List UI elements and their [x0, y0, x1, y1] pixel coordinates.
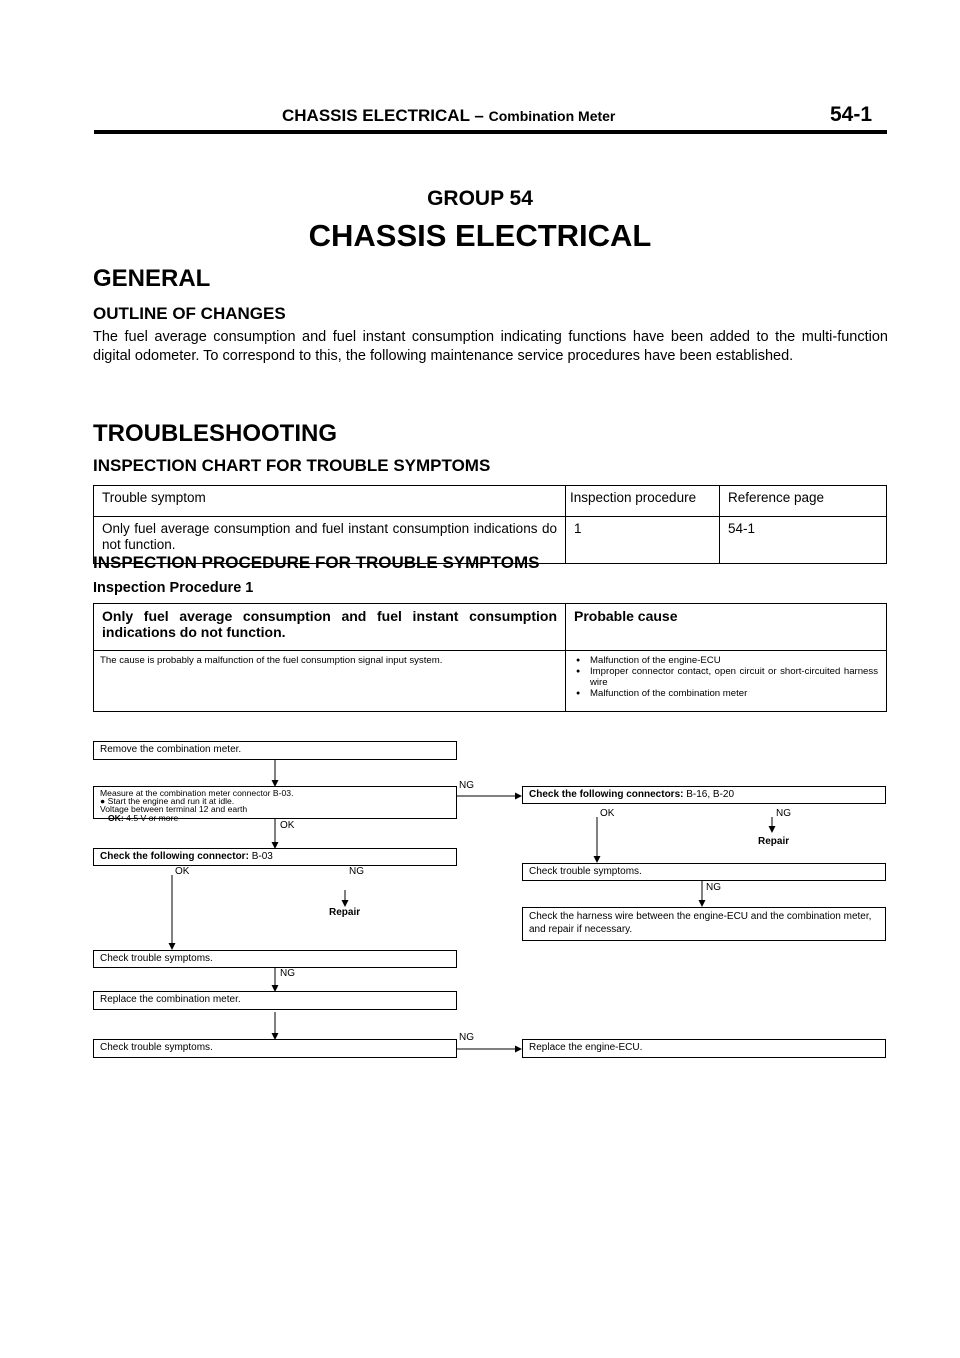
outline-text: The fuel average consumption and fuel instant consumption indicating functions have been added to the multi-function digital odometer. To correspond to this, the following maintenance service procedures have been established. — [93, 329, 888, 364]
ng-label: NG — [349, 866, 364, 877]
flow-check-connectors-right: Check the following connectors: B-16, B-20 — [522, 786, 886, 804]
flow-check-symptoms: Check trouble symptoms. — [93, 950, 457, 968]
td-reference-page: 54-1 — [720, 517, 887, 564]
td-trouble-symptom: Only fuel average consumption and fuel instant consumption indications do not function. — [94, 517, 566, 564]
cause-item: ● Malfunction of the engine-ECU — [574, 655, 878, 666]
flow-check-harness: Check the harness wire between the engine-ECU and the combination meter, and repair if necessary. — [522, 907, 886, 941]
ok-label: OK — [280, 820, 295, 831]
ng-label: NG — [459, 1032, 474, 1043]
cause-item: ● Improper connector contact, open circuit or short-circuited harness wire — [574, 666, 878, 688]
ng-label: NG — [706, 882, 721, 893]
group-title: GROUP 54 — [427, 187, 533, 210]
outline-heading: OUTLINE OF CHANGES — [93, 304, 286, 323]
page-title: CHASSIS ELECTRICAL — [308, 218, 652, 253]
header-chapter: CHASSIS ELECTRICAL – Combination Meter — [282, 106, 616, 125]
th-trouble-symptom: Trouble symptom — [94, 486, 566, 517]
procedure-subheading: Inspection Procedure 1 — [93, 580, 254, 596]
repair-label: Repair — [758, 836, 790, 847]
section-troubleshooting: TROUBLESHOOTING — [93, 420, 337, 447]
flow-check-connector-b03: Check the following connector: B-03 — [93, 848, 457, 866]
th-reference-page: Reference page — [720, 486, 887, 517]
td-inspection-procedure: 1 — [566, 517, 720, 564]
measure-line-4: OK: 4.5 V or more — [108, 812, 179, 823]
ng-label: NG — [280, 968, 295, 979]
symptom-text: Only fuel average consumption and fuel instant consumption indications do not function. — [102, 608, 557, 640]
repair-label: Repair — [329, 907, 361, 918]
ok-label: OK — [175, 866, 190, 877]
ng-label: NG — [776, 808, 791, 819]
section-general: GENERAL — [93, 265, 211, 292]
flow-check-symptoms-right: Check trouble symptoms. — [522, 863, 886, 881]
chart-heading: INSPECTION CHART FOR TROUBLE SYMPTOMS — [93, 456, 491, 475]
procedure-heading: INSPECTION PROCEDURE FOR TROUBLE SYMPTOMS — [93, 553, 540, 572]
measure-line-1: Measure at the combination meter connector B-03. — [100, 788, 294, 798]
cause-item: ● Malfunction of the combination meter — [574, 688, 878, 699]
flow-measure-connector — [93, 786, 457, 823]
page-number: 54-1 — [830, 103, 873, 126]
description-text: The cause is probably a malfunction of the fuel consumption signal input system. — [100, 655, 443, 666]
ng-label: NG — [459, 780, 474, 791]
ok-label: OK — [600, 808, 615, 819]
measure-line-3: Voltage between terminal 12 and earth — [100, 804, 248, 815]
cause-header: Probable cause — [574, 608, 678, 624]
flow-check-symptoms-2: Check trouble symptoms. — [93, 1039, 457, 1058]
flow-replace-meter: Replace the combination meter. — [93, 991, 457, 1010]
flow-replace-ecu: Replace the engine-ECU. — [522, 1039, 886, 1058]
measure-line-2: ● Start the engine and run it at idle. — [100, 796, 235, 807]
th-inspection-procedure: Inspection procedure — [566, 486, 720, 517]
flow-remove-meter: Remove the combination meter. — [93, 741, 457, 760]
